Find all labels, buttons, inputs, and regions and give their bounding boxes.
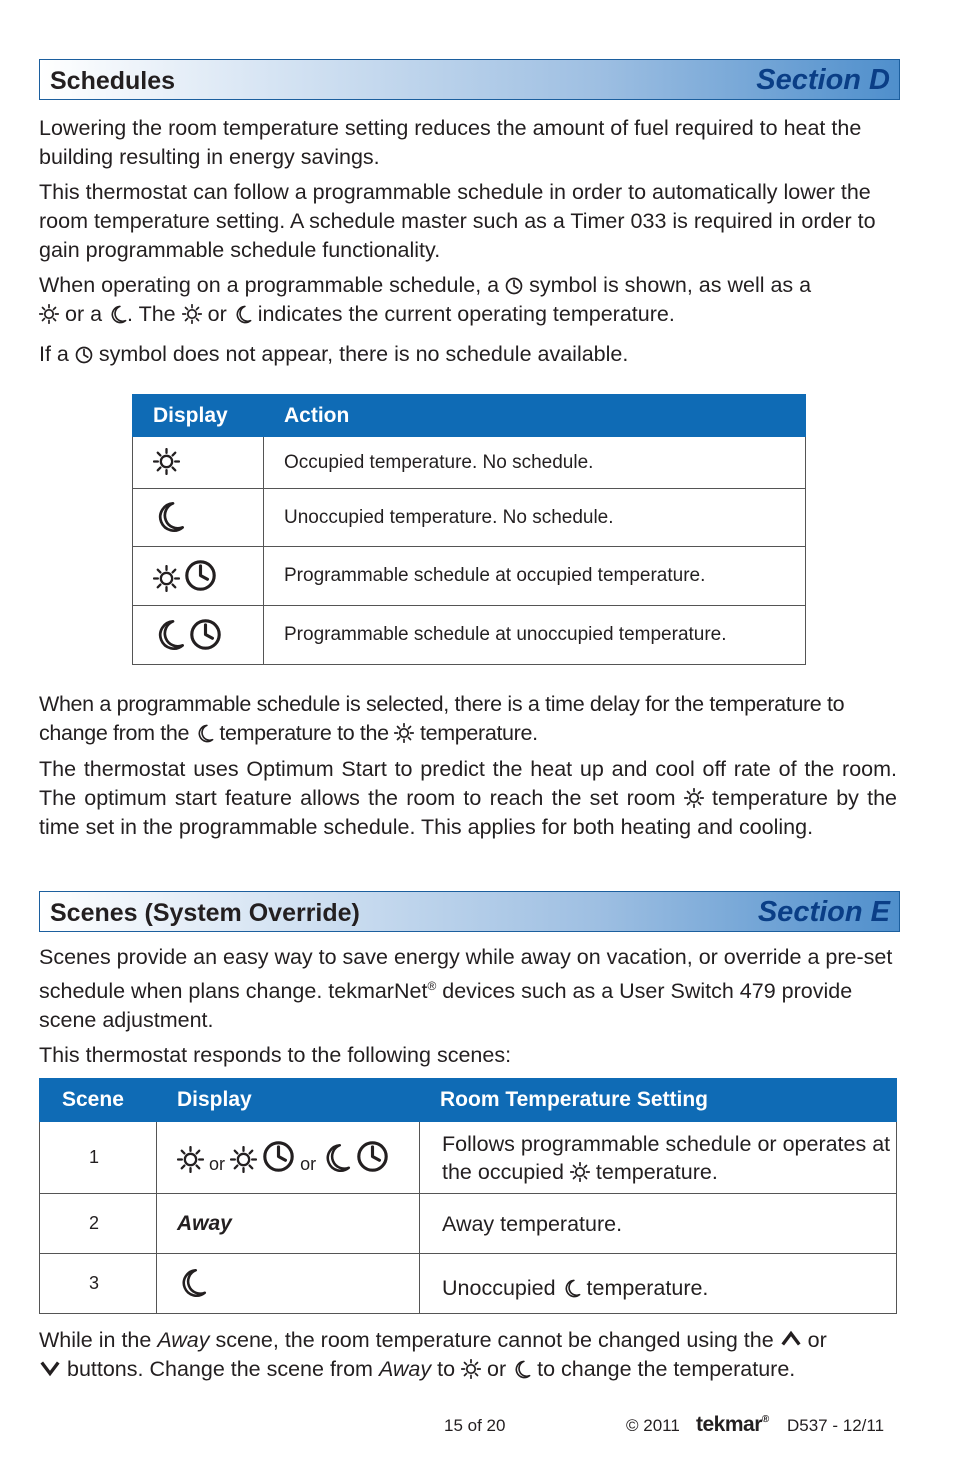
clock-icon bbox=[189, 618, 222, 651]
table-row bbox=[133, 547, 806, 606]
sun-icon bbox=[177, 1146, 204, 1173]
paragraph: This thermostat responds to the following scenes: bbox=[39, 1043, 512, 1067]
paragraph-time-delay: When a programmable schedule is selected, there is a time delay for the temperature to change from the temperature to the temperature. bbox=[39, 692, 845, 745]
display-action-table bbox=[132, 394, 806, 665]
column-header-action: Action bbox=[264, 395, 806, 437]
column-header-setting: Room Temperature Setting bbox=[420, 1079, 897, 1122]
paragraph-schedule-symbols: When operating on a programmable schedule, a symbol is shown, as well as a or a . The or indicates the current operating temperature. bbox=[39, 273, 812, 326]
display-cell bbox=[133, 489, 264, 547]
table-row bbox=[133, 437, 806, 489]
display-cell: or or bbox=[157, 1122, 420, 1194]
moon-icon bbox=[321, 1143, 351, 1173]
moon-icon bbox=[195, 724, 214, 743]
paragraph-no-schedule: If a symbol does not appear, there is no schedule available. bbox=[39, 342, 629, 366]
column-header-display: Display bbox=[133, 395, 264, 437]
copyright: © 2011 bbox=[626, 1416, 680, 1435]
clock-icon bbox=[505, 277, 523, 295]
clock-icon bbox=[262, 1140, 295, 1173]
action-cell: Occupied temperature. No schedule. bbox=[264, 437, 806, 489]
sun-icon bbox=[461, 1359, 481, 1379]
document-code: D537 - 12/11 bbox=[787, 1416, 885, 1435]
moon-icon bbox=[108, 305, 127, 324]
paragraph: This thermostat can follow a programmable schedule in order to automatically lower the room temperature setting. A schedule master such as a Timer 033 is required in order to gain programmable schedule functionality. bbox=[39, 180, 876, 262]
brand-logo: tekmar® bbox=[696, 1413, 769, 1436]
sun-icon bbox=[39, 304, 59, 324]
section-label: Section D bbox=[756, 64, 890, 96]
moon-icon bbox=[233, 305, 252, 324]
paragraph-optimum-start: The thermostat uses Optimum Start to predict the heat up and cool off rate of the room. The optimum start feature allows the room to reach the set room temperature by the time set in the programmable schedule. This applies for both heating and cooling. bbox=[39, 757, 898, 839]
moon-icon bbox=[562, 1279, 581, 1298]
section-title: Scenes (System Override) bbox=[50, 899, 360, 927]
table-row bbox=[133, 489, 806, 547]
setting-cell: Away temperature. bbox=[420, 1194, 897, 1254]
table-header-row bbox=[40, 1079, 897, 1122]
sun-icon bbox=[182, 304, 202, 324]
table-row bbox=[40, 1254, 897, 1314]
scene-number: 1 bbox=[40, 1122, 157, 1194]
display-cell bbox=[133, 437, 264, 489]
action-cell: Programmable schedule at occupied temperature. bbox=[264, 547, 806, 606]
scene-number: 2 bbox=[40, 1194, 157, 1254]
moon-icon bbox=[153, 501, 185, 533]
table-row bbox=[133, 606, 806, 665]
section-d-header bbox=[39, 59, 900, 100]
column-header-display: Display bbox=[157, 1079, 420, 1122]
moon-icon bbox=[177, 1268, 207, 1298]
page-number: 15 of 20 bbox=[444, 1416, 506, 1435]
table-row bbox=[40, 1194, 897, 1254]
display-cell bbox=[133, 606, 264, 665]
clock-icon bbox=[75, 346, 93, 364]
scene-number: 3 bbox=[40, 1254, 157, 1314]
scenes-table bbox=[39, 1078, 897, 1314]
column-header-scene: Scene bbox=[40, 1079, 157, 1122]
action-cell: Programmable schedule at unoccupied temperature. bbox=[264, 606, 806, 665]
sun-icon bbox=[684, 788, 704, 808]
section-title: Schedules bbox=[50, 67, 176, 95]
sun-icon bbox=[230, 1146, 257, 1173]
sun-icon bbox=[153, 448, 180, 475]
up-arrow-icon bbox=[780, 1328, 802, 1350]
section-e-header bbox=[39, 891, 900, 932]
down-arrow-icon bbox=[39, 1357, 61, 1379]
moon-icon bbox=[153, 619, 185, 651]
sun-icon bbox=[394, 723, 414, 743]
paragraph: Lowering the room temperature setting reduces the amount of fuel required to heat the building resulting in energy savings. bbox=[39, 116, 862, 169]
moon-icon bbox=[512, 1360, 531, 1379]
setting-cell: Unoccupied temperature. bbox=[420, 1254, 897, 1314]
clock-icon bbox=[356, 1140, 389, 1173]
clock-icon bbox=[184, 559, 217, 592]
paragraph-away-scene: While in the Away scene, the room temperature cannot be changed using the or buttons. Change the scene from Away to or to change the temperature. bbox=[39, 1328, 827, 1381]
action-cell: Unoccupied temperature. No schedule. bbox=[264, 489, 806, 547]
sun-icon bbox=[570, 1162, 590, 1182]
table-header-row bbox=[133, 395, 806, 437]
paragraph-scenes: Scenes provide an easy way to save energy while away on vacation, or override a pre-set schedule when plans change. tekmarNet® devices such as a User Switch 479 provide scene adjustment. bbox=[39, 945, 893, 1033]
display-cell bbox=[157, 1254, 420, 1314]
setting-cell: Follows programmable schedule or operates at the occupied temperature. bbox=[420, 1122, 897, 1194]
display-cell bbox=[133, 547, 264, 606]
display-cell-away: Away bbox=[157, 1194, 420, 1254]
table-row bbox=[40, 1122, 897, 1194]
sun-icon bbox=[153, 565, 180, 592]
section-label: Section E bbox=[757, 896, 890, 928]
